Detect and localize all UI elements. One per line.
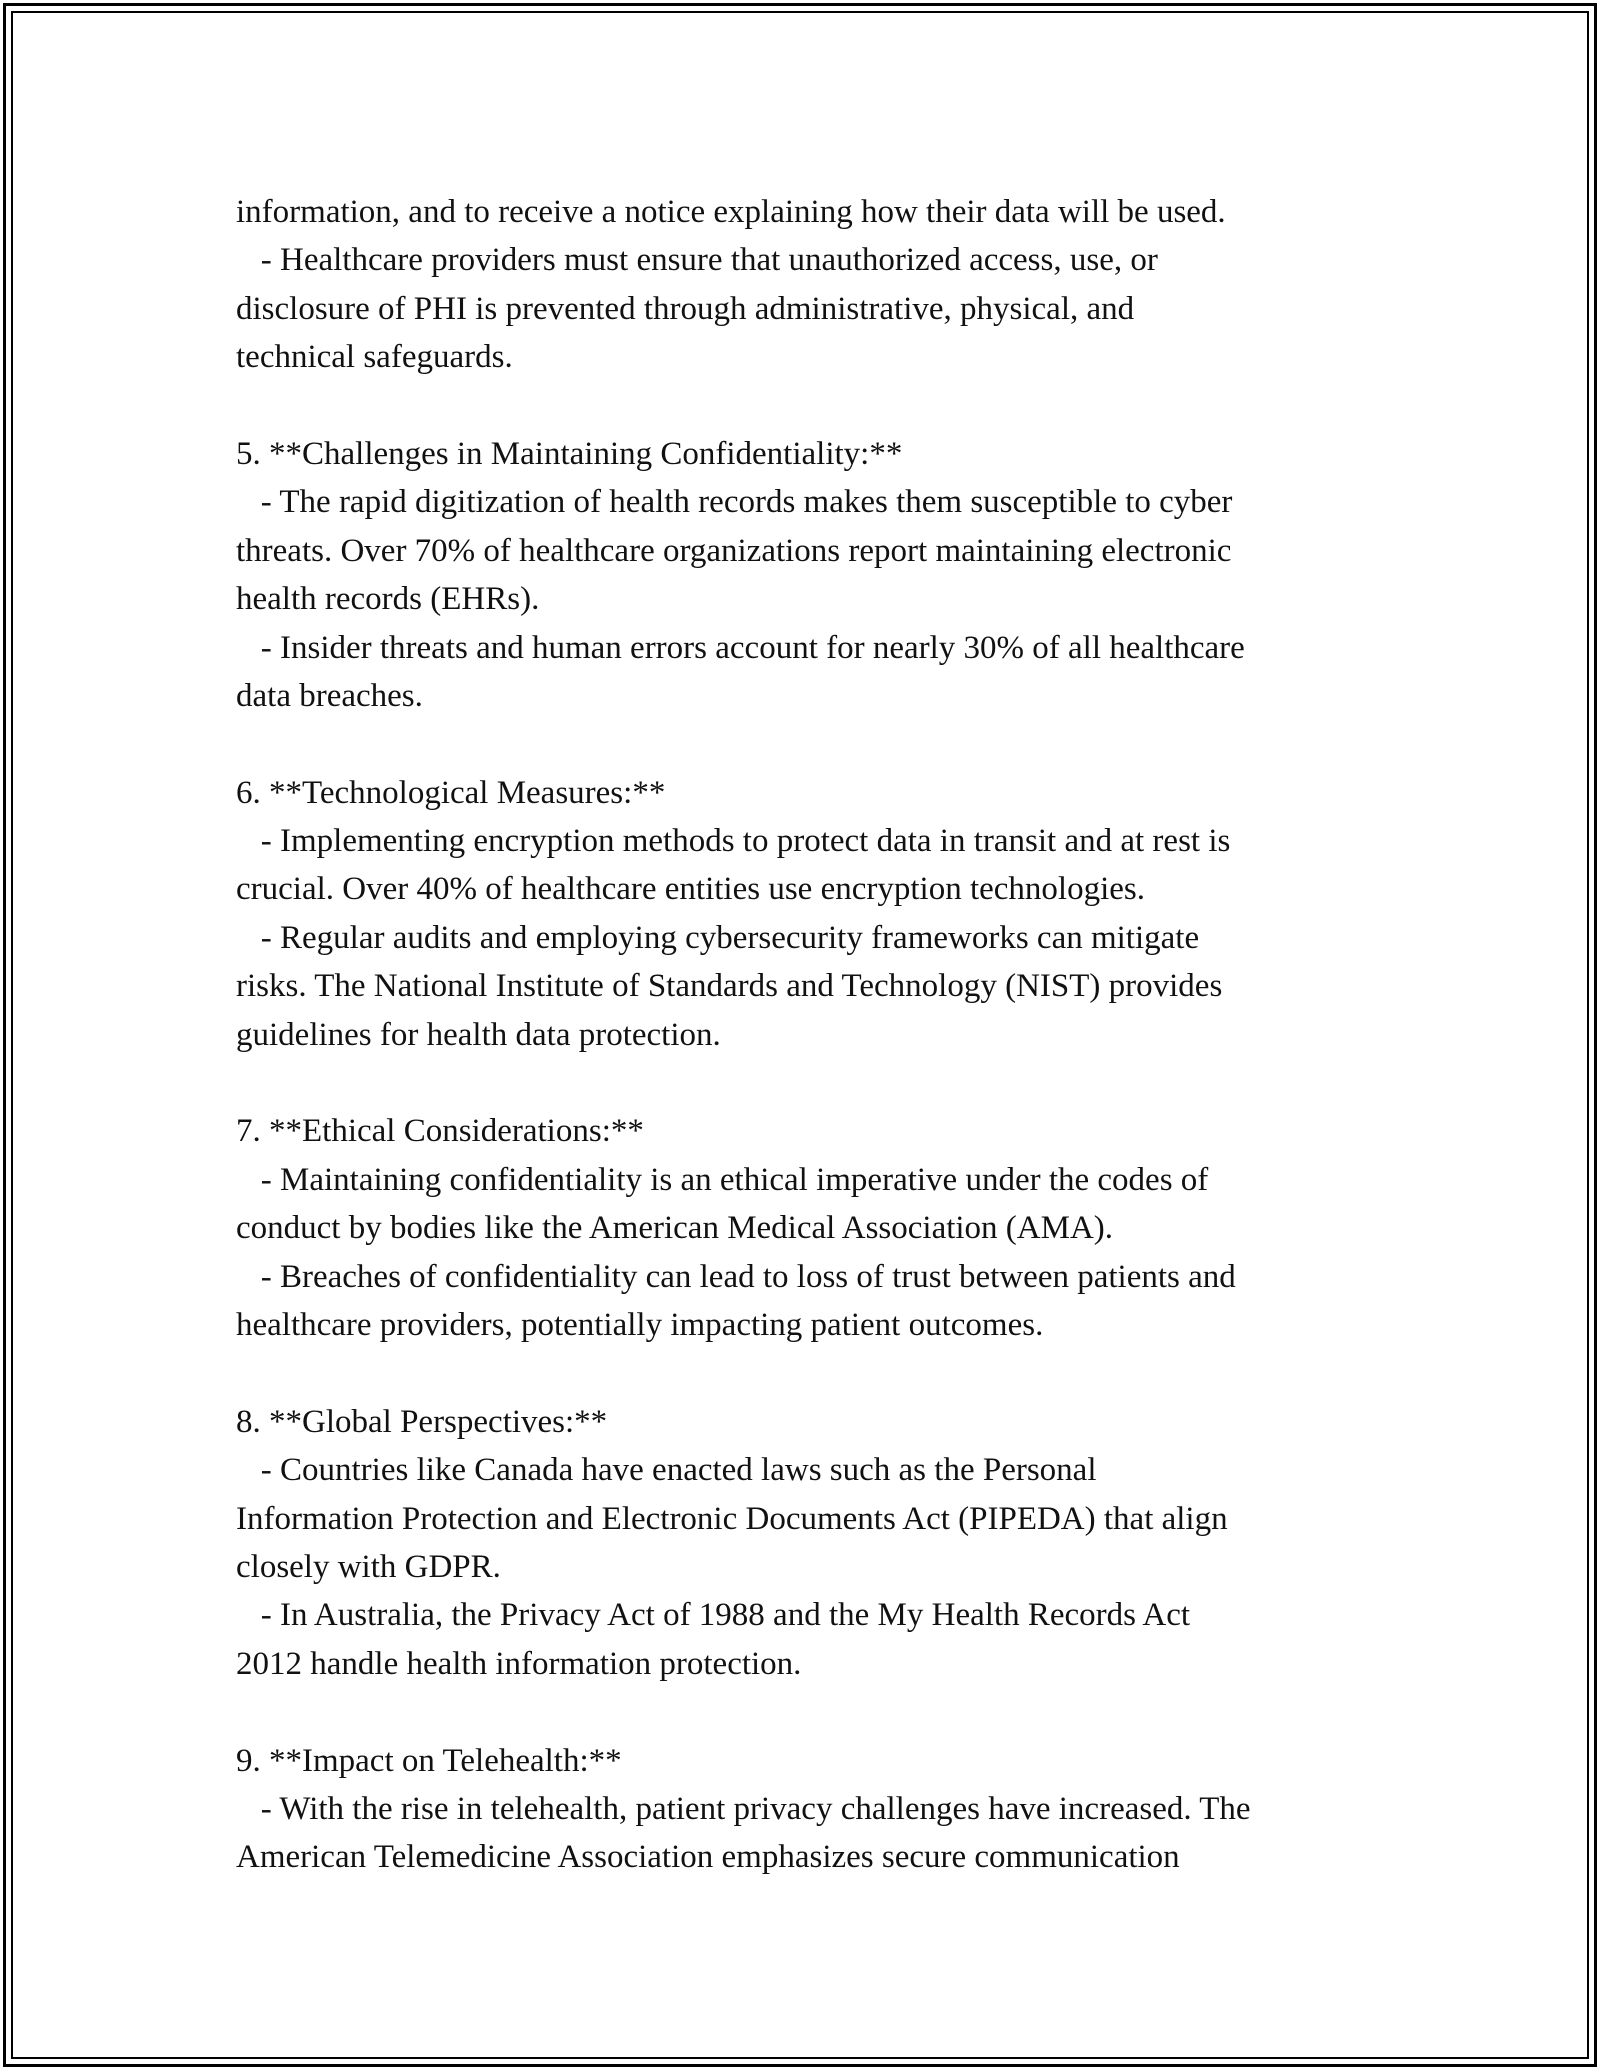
- blank-line: [236, 1059, 1386, 1107]
- text-line: closely with GDPR.: [236, 1548, 501, 1585]
- text-line: - In Australia, the Privacy Act of 1988 and the My Health Records Act: [236, 1597, 1191, 1634]
- text-line: - Implementing encryption methods to protect data in transit and at rest is: [236, 823, 1231, 860]
- text-line: data breaches.: [236, 677, 423, 714]
- text-line: Information Protection and Electronic Documents Act (PIPEDA) that align: [236, 1500, 1228, 1537]
- text-line: - Healthcare providers must ensure that unauthorized access, use, or: [236, 242, 1158, 279]
- text-line: technical safeguards.: [236, 339, 513, 376]
- text-line: - Countries like Canada have enacted laws such as the Personal: [236, 1452, 1097, 1489]
- section-heading: 9. **Impact on Telehealth:**: [236, 1742, 622, 1779]
- text-line: guidelines for health data protection.: [236, 1016, 721, 1053]
- text-line: information, and to receive a notice explaining how their data will be used.: [236, 194, 1226, 230]
- text-line: - The rapid digitization of health records makes them susceptible to cyber: [236, 484, 1233, 521]
- text-line: risks. The National Institute of Standards and Technology (NIST) provides: [236, 968, 1223, 1005]
- section-heading: 7. **Ethical Considerations:**: [236, 1113, 644, 1150]
- text-line: - Breaches of confidentiality can lead to loss of trust between patients and: [236, 1258, 1236, 1295]
- section-heading: 6. **Technological Measures:**: [236, 774, 666, 811]
- text-line: - Regular audits and employing cybersecurity frameworks can mitigate: [236, 919, 1200, 956]
- text-line: American Telemedicine Association emphasizes secure communication: [236, 1839, 1180, 1876]
- text-line: conduct by bodies like the American Medical Association (AMA).: [236, 1210, 1114, 1247]
- text-line: health records (EHRs).: [236, 581, 540, 618]
- section-heading: 8. **Global Perspectives:**: [236, 1403, 608, 1440]
- text-line: - Maintaining confidentiality is an ethical imperative under the codes of: [236, 1161, 1209, 1198]
- text-line: 2012 handle health information protection.: [236, 1645, 802, 1682]
- text-line: - Insider threats and human errors account for nearly 30% of all healthcare: [236, 629, 1245, 666]
- document-body: [236, 188, 1386, 1882]
- text-line: healthcare providers, potentially impacting patient outcomes.: [236, 1306, 1044, 1343]
- blank-line: [236, 382, 1386, 430]
- text-line: threats. Over 70% of healthcare organizations report maintaining electronic: [236, 532, 1232, 569]
- blank-line: [236, 1349, 1386, 1397]
- section-heading: 5. **Challenges in Maintaining Confidentiality:**: [236, 435, 903, 472]
- blank-line: [236, 1688, 1386, 1736]
- text-line: crucial. Over 40% of healthcare entities use encryption technologies.: [236, 871, 1145, 908]
- text-line: - With the rise in telehealth, patient privacy challenges have increased. The: [236, 1790, 1251, 1827]
- text-line: disclosure of PHI is prevented through administrative, physical, and: [236, 290, 1135, 327]
- blank-line: [236, 720, 1386, 768]
